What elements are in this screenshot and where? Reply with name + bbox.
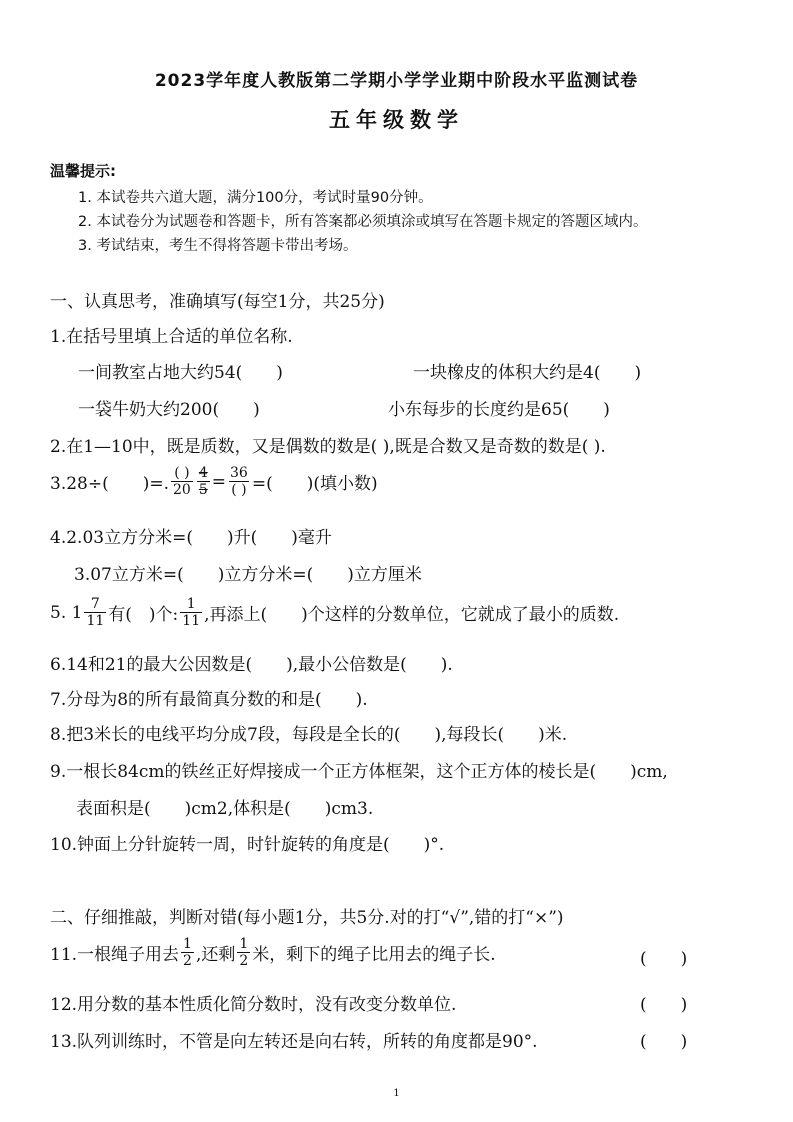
fraction <box>228 466 250 497</box>
question-9b: 表面积是( )cm2,体积是( )cm3. <box>76 799 374 819</box>
question-5-part2: 有( )个: <box>108 605 179 625</box>
question-11-part1: 11.一根绳子用去 <box>50 945 180 965</box>
fraction <box>171 466 193 497</box>
tips-heading: 温馨提示: <box>50 162 116 180</box>
mixed-fraction <box>84 597 106 628</box>
question-3 <box>50 466 378 497</box>
tip-item: 1. 本试卷共六道大题，满分100分，考试时量90分钟。 <box>78 190 433 206</box>
question-6: 6.14和21的最大公因数是( ),最小公倍数是( ). <box>50 655 453 675</box>
fraction-denominator: 2 <box>239 953 249 969</box>
fraction <box>197 466 210 497</box>
fraction-denominator: 20 <box>173 482 191 498</box>
question-12: 12.用分数的基本性质化简分数时，没有改变分数单位. <box>50 995 457 1015</box>
exam-subtitle: 五年级数学 <box>329 108 464 132</box>
fraction-numerator: 1 <box>239 936 249 952</box>
fraction-numerator: ( ) <box>174 465 190 481</box>
question-1b: 一块橡皮的体积大约是4( ) <box>413 363 642 383</box>
fraction <box>237 937 250 968</box>
fraction-numerator: 1 <box>186 596 196 612</box>
question-4b: 3.07立方米=( )立方分米=( )立方厘米 <box>74 565 422 585</box>
section-1-heading: 一、认真思考，准确填写(每空1分，共25分) <box>50 292 385 312</box>
question-3-part2: =( )(填小数) <box>251 474 378 494</box>
fraction-denominator: 5 <box>198 482 208 498</box>
fraction-numerator: 7 <box>90 596 100 612</box>
question-7: 7.分母为8的所有最简真分数的和是( ). <box>50 690 368 710</box>
answer-blank[interactable]: ( ) <box>640 949 688 969</box>
question-1c: 一袋牛奶大约200( ) <box>78 400 260 420</box>
exam-title: 2023学年度人教版第二学期小学学业期中阶段水平监测试卷 <box>154 71 639 91</box>
question-5 <box>50 597 619 628</box>
section-2-heading: 二、仔细推敲，判断对错(每小题1分，共5分.对的打“√”,错的打“×”) <box>50 908 564 928</box>
question-10: 10.钟面上分针旋转一周，时针旋转的角度是( )°. <box>50 835 445 855</box>
fraction-numerator: 4 <box>198 465 208 481</box>
question-1-stem: 1.在括号里填上合适的单位名称. <box>50 327 293 347</box>
question-11-part3: 米，剩下的绳子比用去的绳子长. <box>252 945 496 965</box>
equals-sign: = <box>211 471 227 492</box>
question-1a: 一间教室占地大约54( ) <box>78 363 283 383</box>
answer-blank[interactable]: ( ) <box>640 1032 688 1052</box>
fraction-denominator: ( ) <box>231 482 247 498</box>
question-11-part2: ,还剩 <box>195 945 236 965</box>
question-13: 13.队列训练时，不管是向左转还是向右转，所转的角度都是90°. <box>50 1032 538 1052</box>
fraction-denominator: 11 <box>182 613 201 629</box>
question-2: 2.在1—10中，既是质数，又是偶数的数是( ),既是合数又是奇数的数是( ). <box>50 437 606 457</box>
question-1d: 小东每步的长度约是65( ) <box>388 400 610 420</box>
tip-item: 3. 考试结束，考生不得将答题卡带出考场。 <box>78 238 358 254</box>
question-3-part1: 3.28÷( )=. <box>50 474 170 494</box>
fraction-numerator: 1 <box>183 936 192 952</box>
question-8: 8.把3米长的电线平均分成7段，每段是全长的( ),每段长( )米. <box>50 725 568 745</box>
fraction-numerator: 36 <box>230 465 248 481</box>
question-11 <box>50 937 496 968</box>
fraction <box>180 597 202 628</box>
question-5-part1: 5. 1 <box>50 602 83 623</box>
fraction-denominator: 2 <box>183 953 192 969</box>
tip-item: 2. 本试卷分为试题卷和答题卡，所有答案都必须填涂或填写在答题卡规定的答题区域内。 <box>78 214 648 230</box>
fraction-denominator: 11 <box>86 613 105 629</box>
page-number: 1 <box>393 1088 400 1099</box>
fraction <box>181 937 194 968</box>
question-4a: 4.2.03立方分米=( )升( )毫升 <box>50 528 332 548</box>
answer-blank[interactable]: ( ) <box>640 995 688 1015</box>
question-5-part3: ,再添上( )个这样的分数单位，它就成了最小的质数. <box>204 605 620 625</box>
question-9a: 9.一根长84cm的铁丝正好焊接成一个正方体框架，这个正方体的棱长是( )cm, <box>50 762 668 782</box>
